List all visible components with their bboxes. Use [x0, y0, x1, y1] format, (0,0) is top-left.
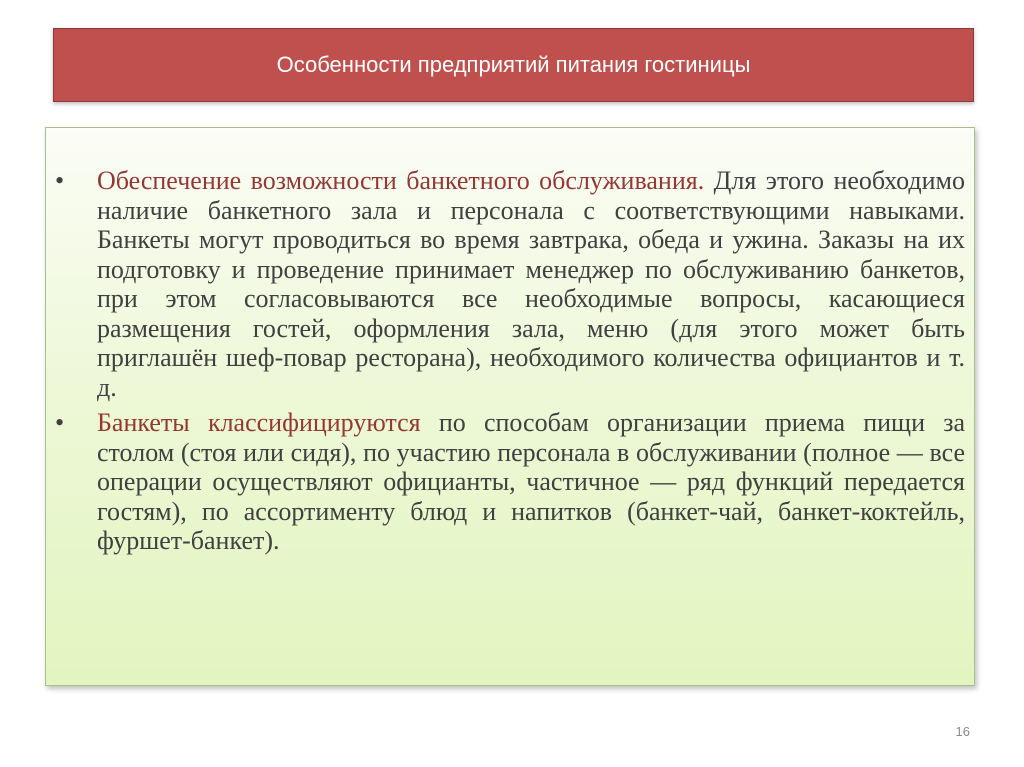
bullet-item-banquet-service [55, 166, 965, 402]
bullet-icon: • [55, 408, 65, 437]
slide-title: Особенности предприятий питания гостиницы [276, 52, 751, 77]
bullet-icon: • [55, 166, 65, 195]
title-banner [53, 28, 974, 102]
bullet-lead: Банкеты классифицируются [97, 408, 421, 437]
bullet-lead: Обеспечение возможности банкетного обслуживания. [97, 166, 705, 195]
bullet-item-banquet-classification [55, 408, 966, 556]
bullet-list [55, 166, 966, 562]
content-panel [45, 127, 975, 686]
page-number: 16 [955, 724, 970, 739]
bullet-text: по способам организации приема пищи за столом (стоя или сидя), по участию персонала в обслуживании (полное — все операции осуществляют официанты, частичное — ряд функций передается гостям), по ассортименту блюд и напитков (банкет-чай, банкет-коктейль, фуршет-банкет). [97, 408, 966, 555]
bullet-text: Для этого необходимо наличие банкетного зала и персонала с соответствующими навыками. Банкеты могут проводиться во время завтрака, обеда и ужина. Заказы на их подготовку и проведение принимает менеджер по обслуживанию банкетов, при этом согласовываются все необходимые вопросы, касающиеся размещения гостей, оформления зала, меню (для этого может быть приглашён шеф-повар ресторана), необходимого количества официантов и т. д. [97, 166, 965, 402]
